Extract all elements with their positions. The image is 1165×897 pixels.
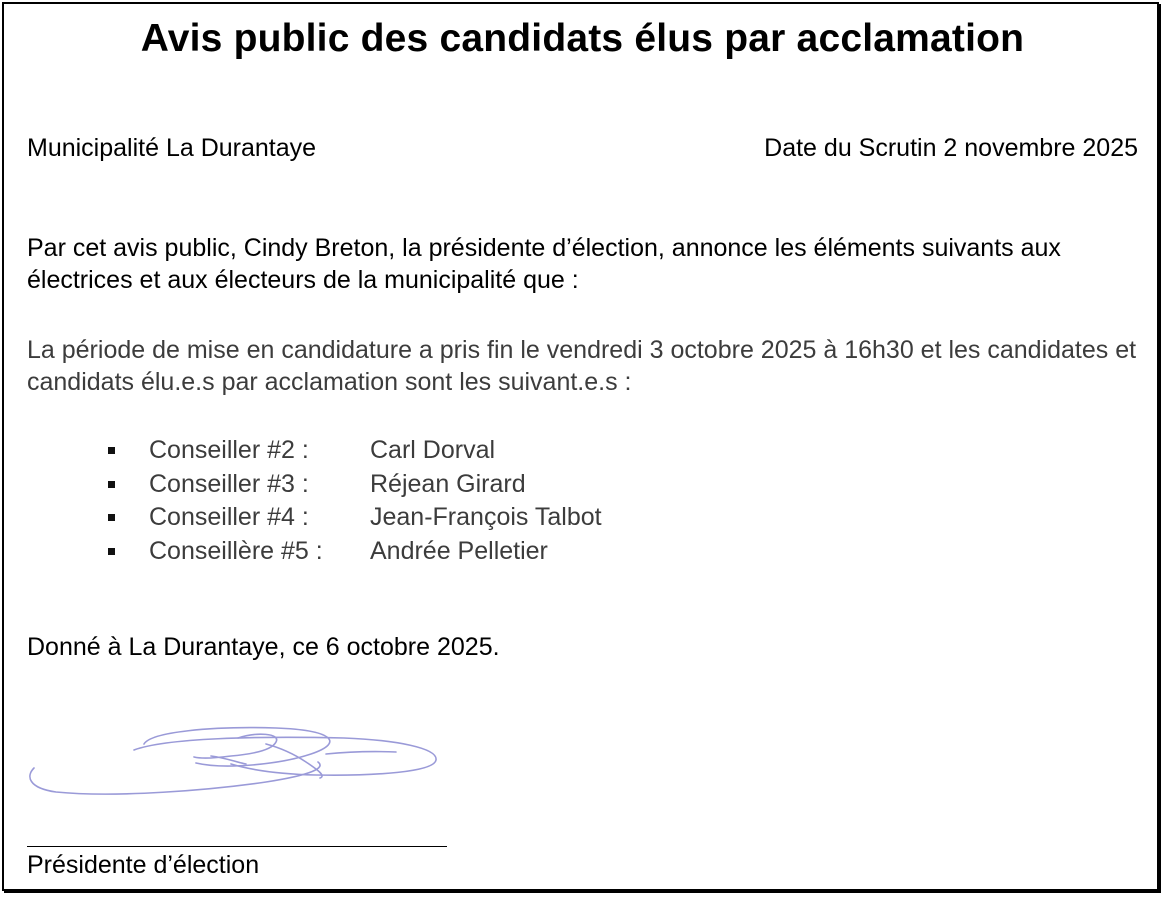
nomination-period-paragraph: La période de mise en candidature a pris fin le vendredi 3 octobre 2025 à 16h30 et les candidates et candidats élu.e.s par acclamation sont les suivant.e.s :	[27, 336, 1137, 396]
bullet-icon	[108, 447, 115, 454]
candidate-name: Andrée Pelletier	[370, 536, 548, 565]
signature-icon	[26, 718, 446, 808]
candidate-name: Jean-François Talbot	[370, 503, 602, 531]
municipality-name: Municipalité La Durantaye	[27, 134, 317, 162]
election-date: Date du Scrutin 2 novembre 2025	[764, 134, 1138, 162]
given-at-statement: Donné à La Durantaye, ce 6 octobre 2025.	[27, 633, 500, 661]
intro-paragraph: Par cet avis public, Cindy Breton, la présidente d’élection, annonce les éléments suivants aux électrices et aux électeurs de la municipalité que :	[27, 234, 1061, 294]
page-title: Avis public des candidats élus par acclamation	[140, 17, 1025, 60]
candidate-name: Réjean Girard	[370, 469, 526, 498]
candidate-role: Conseiller #4 :	[149, 503, 309, 531]
candidate-role: Conseiller #2 :	[149, 436, 309, 464]
bullet-icon	[108, 548, 115, 555]
candidate-role: Conseiller #3 :	[149, 469, 309, 498]
signature-label: Présidente d’élection	[27, 851, 260, 879]
signature-line	[27, 846, 447, 847]
candidate-name: Carl Dorval	[370, 436, 496, 464]
candidate-role: Conseillère #5 :	[149, 536, 323, 565]
bullet-icon	[108, 514, 115, 521]
bullet-icon	[108, 481, 115, 488]
